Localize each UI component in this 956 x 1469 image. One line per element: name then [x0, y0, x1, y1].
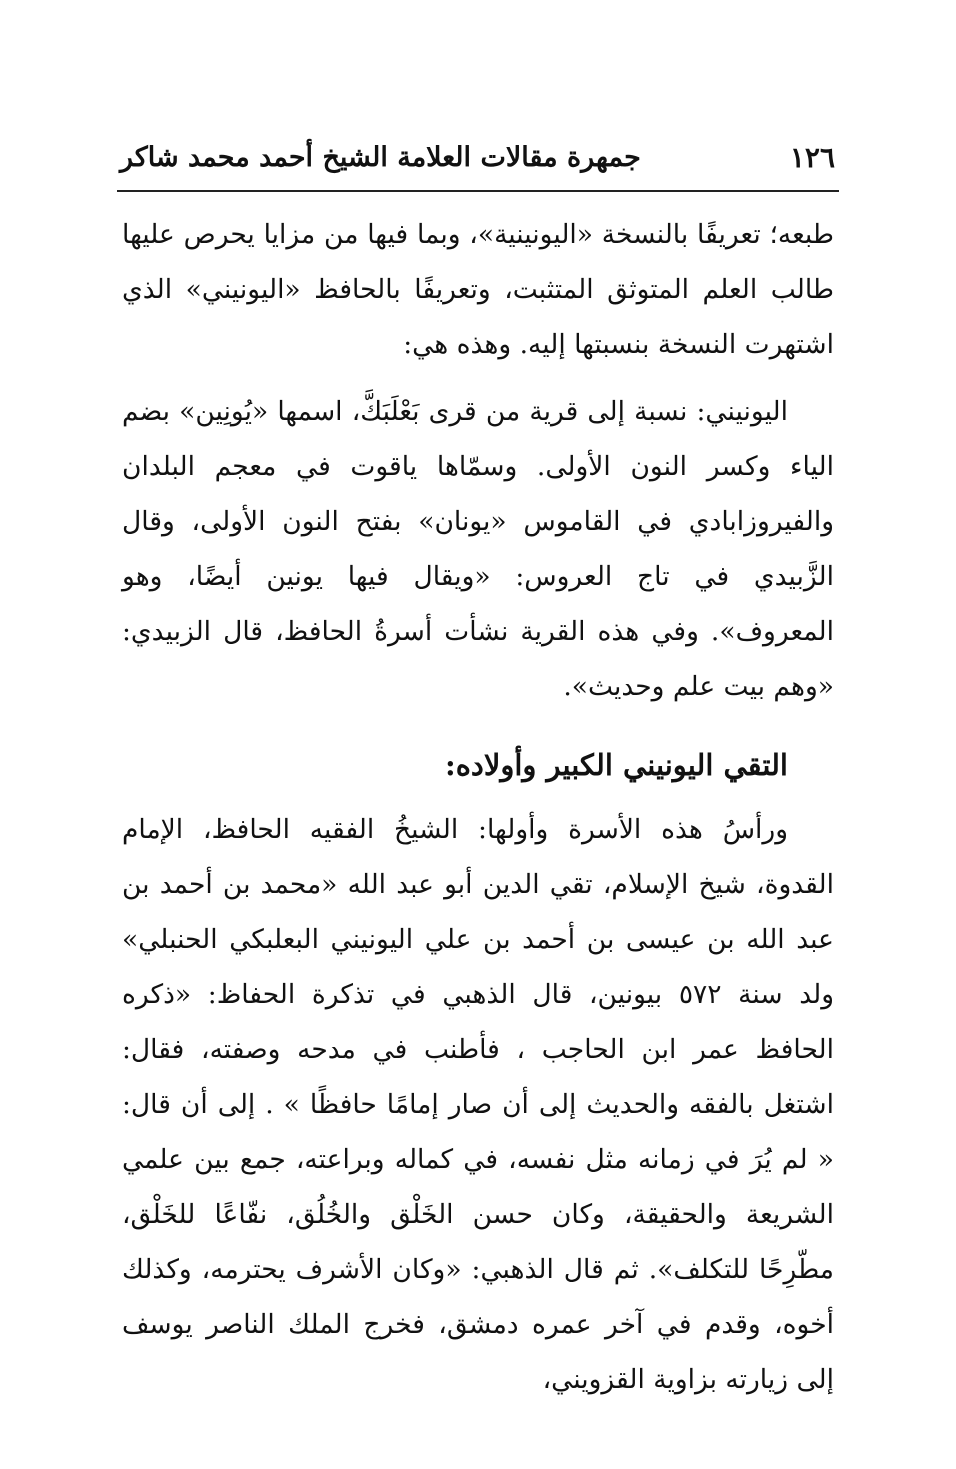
body-text — [122, 207, 834, 1407]
running-head — [120, 138, 835, 178]
section-heading: التقي اليونيني الكبير وأولاده: — [445, 748, 788, 782]
header-rule — [117, 190, 839, 192]
paragraph-yunini-origin: اليونيني: نسبة إلى قرية من قرى بَعْلَبَكَّ، اسمها «يُونِين» بضم الياء وكسر النون الأولى. وسمّاها ياقوت في معجم البلدان والفيروزابادي في القاموس «يونان» بفتح النون الأولى، وقال الزَّبيدي في تاج العروس: «ويقال فيها يونين أيضًا، وهو المعروف». وفي هذه القرية نشأت أسرةُ الحافظ، قال الزبيدي: «وهم بيت علم وحديث». — [122, 396, 834, 702]
paragraph-intro: طبعه؛ تعريفًا بالنسخة «اليونينية»، وبما فيها من مزايا يحرص عليها طالب العلم المتوثق المتثبت، وتعريفًا بالحافظ «اليونيني» الذي اشتهرت النسخة بنسبتها إليه. وهذه هي: — [122, 219, 834, 360]
book-title: جمهرة مقالات العلامة الشيخ أحمد محمد شاكر — [120, 142, 641, 173]
paragraph-taqi-al-yunini: ورأسُ هذه الأسرة وأولها: الشيخُ الفقيه الحافظ، الإمام القدوة، شيخ الإسلام، تقي الدين أبو عبد الله «محمد بن أحمد بن عبد الله بن عيسى بن أحمد بن علي اليونيني البعلبكي الحنبلي» ولد سنة ٥٧٢ بيونين، قال الذهبي في تذكرة الحفاظ: «ذكره الحافظ عمر ابن الحاجب ، فأطنب في مدحه وصفته، فقال: اشتغل بالفقه والحديث إلى أن صار إمامًا حافظًا » . إلى أن قال: « لم يُرَ في زمانه مثل نفسه، في كماله وبراعته، جمع بين علمي الشريعة والحقيقة، وكان حسن الخَلْق والخُلُق، نفّاعًا للخَلْق، مطّرِحًا للتكلف». ثم قال الذهبي: «وكان الأشرف يحترمه، وكذلك أخوه، وقدم في آخر عمره دمشق، فخرج الملك الناصر يوسف إلى زيارته بزاوية القزويني، — [122, 814, 834, 1395]
page-number: ١٢٦ — [789, 141, 835, 174]
